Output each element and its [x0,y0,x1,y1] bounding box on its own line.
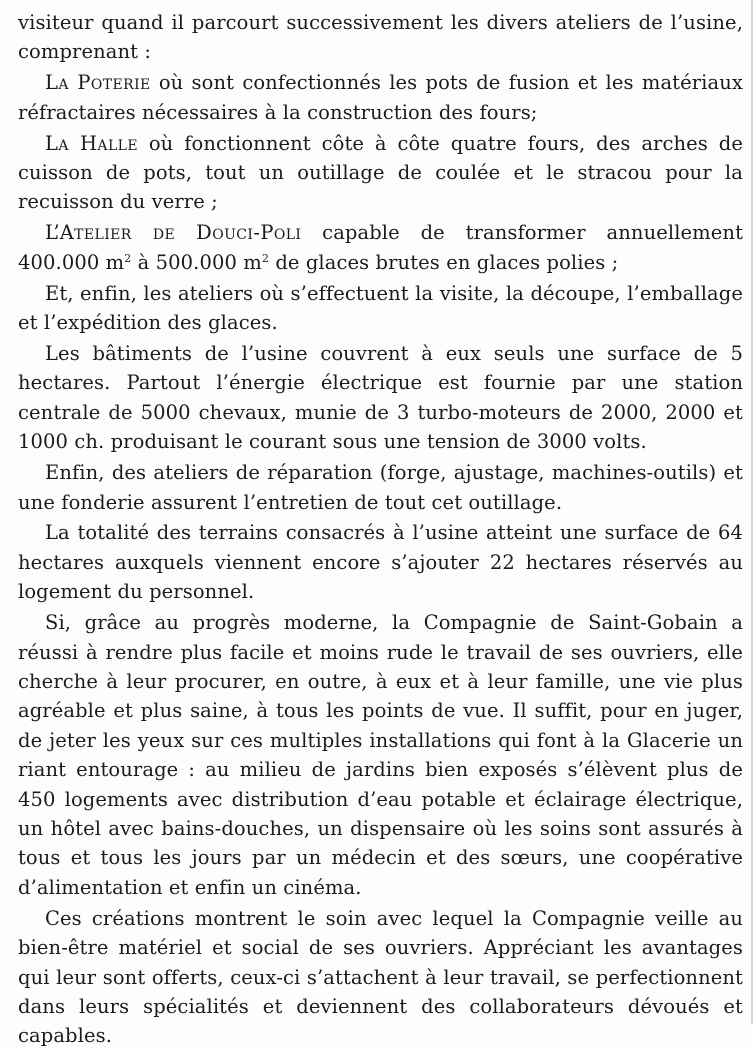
paragraph-reparation: Enfin, des ateliers de réparation (forge, ajustage, machines-outils) et une fonderie assurent l’entretien de tout cet outillage. [18,461,743,514]
paragraph-progres: Si, grâce au progrès moderne, la Compagnie de Saint-Gobain a réussi à rendre plus facile et moins rude le travail de ses ouvriers, elle cherche à leur procurer, en outre, à eux et à leur famille, une vie plus agréable et plus saine, à tous les points de vue. Il suffit, pour en juger, de jeter les yeux sur ces multiples installations qui font à la Glacerie un riant entourage : au milieu de jardins bien exposés s’élèvent plus de 450 logements avec distribution d’eau potable et éclairage électrique, un hôtel avec bains-douches, un dispensaire où les soins sont assurés à tous et tous les jours par un médecin et des sœurs, une coopérative d’alimentation et enfin un cinéma. [18,611,743,899]
paragraph-ateliers: Et, enfin, les ateliers où s’effectuent la visite, la découpe, l’emballage et l’expédition des glaces. [18,281,743,335]
paragraph-terrains: La totalité des terrains consacrés à l’usine atteint une surface de 64 hectares auxquels viennent encore s’ajouter 22 hectares réservés au logement du personnel. [18,521,743,604]
superscript-a: 2 [124,251,132,265]
paragraph-continuation: visiteur quand il parcourt successivement les divers ateliers de l’usine, comprenant : [18,11,743,64]
text-atelier-a: capable de transformer annuellement 400.000 m [18,221,744,274]
paragraph-poterie [18,68,743,127]
heading-poterie: La Poterie [45,71,151,95]
paragraph-batiments: Les bâtiments de l’usine couvrent à eux seuls une surface de 5 hectares. Partout l’énergie électrique est fournie par une station centrale de 5000 chevaux, munie de 3 turbo-moteurs de 2000, 2000 et 1000 ch. produisant le courant sous une tension de 3000 volts. [18,341,743,454]
text-poterie: où sont confectionnés les pots de fusion et les matériaux réfractaires nécessaires à la construction des fours; [18,71,743,124]
prefix-atelier: L’ [45,221,60,245]
text-atelier-c: de glaces brutes en glaces polies ; [269,250,619,274]
text-atelier-b: à 500.000 m [131,250,262,274]
paragraph-halle [18,129,743,217]
superscript-b: 2 [261,251,270,265]
text-halle: où fonctionnent côte à côte quatre fours, des arches de cuisson de pots, tout un outillage de coulée et le stracou pour la recuisson du verre ; [18,131,744,214]
paragraph-atelier [18,218,743,277]
heading-atelier: Atelier de Douci-Poli [59,221,302,245]
paragraph-creations: Ces créations montrent le soin avec lequel la Compagnie veille au bien-être matériel et social de ses ouvriers. Appréciant les avantages qui leur sont offerts, ceux-ci s’attachent à leur travail, se perfectionnent dans leurs spécialités et deviennent des collaborateurs dévoués et capables. [18,906,743,1048]
heading-halle: La Halle [45,131,138,155]
